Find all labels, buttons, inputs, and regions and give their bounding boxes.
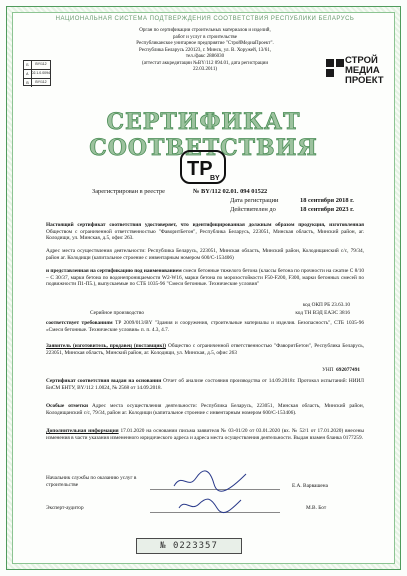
accreditation-stamp: Б BY/112 А 02.1.0.0094 В ВY/112: [23, 60, 51, 86]
issuance-basis: Сертификат соответствия выдан на основании Отчет об анализе состояния производства от 14.09.2018г. Протокол испытаний: НИИЛ БиСМ БНТУ, BY/112 1.0024, № 2568 от 14.09.2018.: [46, 378, 365, 391]
date-registration-label: Дата регистрации: [230, 197, 279, 204]
expert-name: М.В. Бот: [306, 505, 327, 511]
head-signatory-title: Начальник службы по оказанию услуг в строительстве: [46, 475, 137, 488]
valid-until-label: Действителен до: [230, 206, 276, 213]
product-description: и представленная на сертификацию под наименованием смеси бетонные тяжелого бетона (классы бетона по прочности на сжатие С 8/10 – С 30/37, марки бетона по водонепроницаемости W2-W16, марки бетона по морозостойкости F50-F200, F300, марки бетонных смесей по подвижности П1-П5.), выпускаемые по СТБ 1035-96 "Смеси бетонные. Технические условия": [46, 268, 364, 288]
certificate-statement: Настоящий сертификат соответствия удостоверяет, что идентифицированная должным образом продукция, изготовленная Обществом с ограниченной ответственностью "ФаворитБетон", Республика Беларусь, 223051, Минская область, Минский район, аг. Колодищи, ул. Минская, д.5, офис 263.: [46, 222, 364, 242]
blank-serial-number: № 0223357: [136, 538, 242, 554]
company-logo-icon: [326, 59, 344, 77]
svg-text:BY: BY: [210, 175, 220, 182]
expert-title: Эксперт-аудитор: [46, 505, 84, 511]
certification-body-info: Орган по сертификации строительных материалов и изделий, работ и услуг в строительстве Республиканское унитарное предприятие "СтройМедиаПроект". Республика Беларусь 220123, г. Минск, ул. В. Хоружей, 13/61, тел./факс 2886030 (аттестат аккредитации №BY/112 094.01, дата регистрации 22.03.2011): [136, 28, 274, 72]
applicant-info: Заявитель (изготовитель, продавец (поставщик)) Общество с ограниченной ответственностью "ФаворитБетон", Республика Беларусь, 223051, Минская область, Минский район, аг. Колодищи, ул. Минская, д.5, офис 263: [46, 343, 364, 356]
production-type: Серийное производство: [90, 310, 144, 316]
svg-text:ТР: ТР: [187, 158, 213, 180]
requirements-compliance: соответствует требованиям ТР 2009/013/BY "Здания и сооружения, строительные материалы и изделия. Безопасность", СТБ 1035-96 «Смеси бетонные. Технические условия» п. п. 4.3, 4.7.: [46, 320, 364, 333]
valid-until: 18 сентября 2023 г.: [300, 206, 354, 213]
activity-address: Адрес места осуществления деятельности: Республика Беларусь, 223051, Минская область, Минский район, Колодищанский с/с, 79/34, район аг. Колодищи (капитальное строение с инвентарным номером 600/С-153406): [46, 248, 364, 261]
registry-number: № BY/112 02.01. 094 01522: [193, 188, 268, 195]
head-signatory-name: Е.А. Варвашена: [292, 483, 328, 489]
registry-label: Зарегистрирован в реестре: [92, 188, 165, 195]
special-notes: Особые отметки Адрес места осуществления деятельности: Республика Беларусь, 223051, Минская область, Минский район, Колодищанский с/с, 79/34, район аг. Колодищи (капитальное строение с инвентарным номером 600/С-153406).: [46, 403, 364, 416]
unp-number: УНП 692077491: [322, 367, 360, 373]
page-title: СЕРТИФИКАТ СООТВЕТСТВИЯ: [89, 109, 318, 161]
expert-signature-icon: [175, 492, 245, 516]
date-registration: 18 сентября 2018 г.: [300, 197, 354, 204]
okp-code: код ОКП РБ 23.63.10: [302, 302, 350, 308]
tnved-code: код ТН ВЭД ЕАЭС 3816: [295, 310, 350, 316]
head-signature-icon: [170, 468, 250, 494]
company-logo-text: СТРОЙ МЕДИА ПРОЕКТ: [345, 55, 384, 86]
conformity-mark-icon: [180, 150, 226, 184]
system-name: НАЦИОНАЛЬНАЯ СИСТЕМА ПОДТВЕРЖДЕНИЯ СООТВЕТСТВИЯ РЕСПУБЛИКИ БЕЛАРУСЬ: [55, 16, 355, 22]
additional-info: Дополнительная информация 17.01.2020 на основании письма заявителя № 03-01/20 от 03.01.2020 (вх. № 52/1 от 17.01.2020) внесены изменения в части указания измененного юридического адреса и адреса места осуществления деятельности. Выдан взамен бланка 0177259.: [46, 428, 364, 441]
